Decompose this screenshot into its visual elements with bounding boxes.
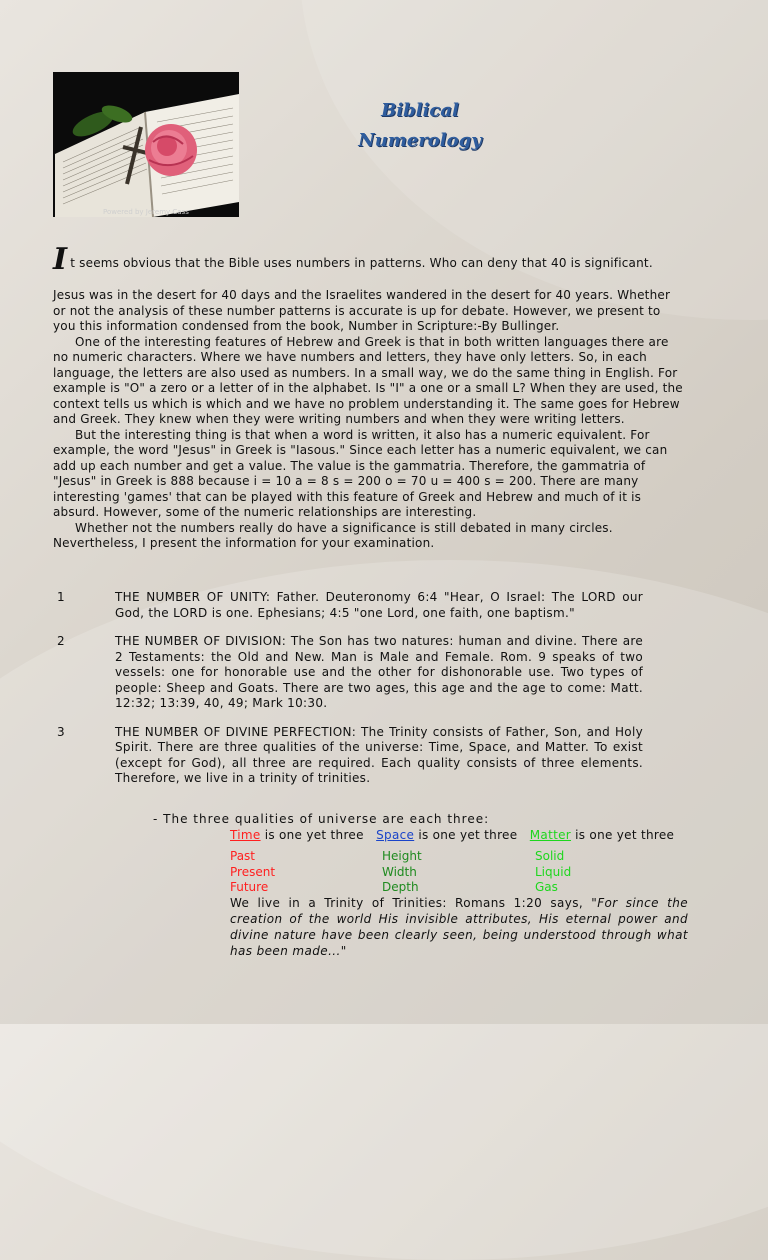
first-line-text: t seems obvious that the Bible uses numbers in patterns. Who can deny that 40 is significant. bbox=[70, 256, 653, 270]
intro-first-line bbox=[53, 242, 693, 277]
matter-element: Liquid bbox=[535, 864, 572, 879]
time-elements bbox=[230, 849, 275, 896]
qualities-intro: - The three qualities of universe are each three: bbox=[153, 812, 490, 826]
background-swoosh bbox=[300, 0, 768, 320]
number-description: THE NUMBER OF DIVINE PERFECTION: The Trinity consists of Father, Son, and Holy Spirit. There are three qualities of the universe: Time, Space, and Matter. To exist (except for God), all three are required. Each quality consists of three elements. Therefore, we live in a trinity of trinities. bbox=[115, 724, 643, 785]
number-list bbox=[53, 590, 643, 800]
drop-cap: I bbox=[53, 242, 68, 277]
number-item bbox=[53, 634, 643, 712]
number-item bbox=[53, 590, 643, 621]
intro-body bbox=[53, 288, 685, 552]
image-caption: Powered by Jeremy Cass bbox=[103, 208, 189, 216]
time-element: Present bbox=[230, 864, 276, 879]
number-label: 2 bbox=[57, 634, 65, 648]
matter-element: Solid bbox=[535, 849, 565, 863]
page-title bbox=[340, 96, 500, 156]
number-item bbox=[53, 725, 643, 787]
quality-suffix: is one yet three bbox=[260, 828, 364, 842]
closing-paragraph bbox=[230, 895, 688, 959]
quality-suffix: is one yet three bbox=[571, 828, 675, 842]
number-label: 1 bbox=[57, 590, 65, 604]
title-line-2: Numerology bbox=[358, 130, 482, 151]
qualities-heading bbox=[230, 828, 674, 842]
space-element: Depth bbox=[382, 880, 419, 894]
intro-paragraph: One of the interesting features of Hebrew and Greek is that in both written languages there are no numeric characters. Where we have numbers and letters, they have only letters. So, in each language, the letters are also used as numbers. In a small way, we do the same thing in English. For example is "O" a zero or a letter of in the alphabet. Is "I" a one or a small L? When they are used, the context tells us which is which and we have no problem understanding it. The same goes for Hebrew and Greek. They knew when they were writing numbers and when they were writing letters. bbox=[53, 334, 683, 426]
space-elements bbox=[382, 849, 422, 896]
space-element: Height bbox=[382, 849, 422, 863]
intro-paragraph: But the interesting thing is that when a word is written, it also has a numeric equivalent. For example, the word "Jesus" in Greek is "Iasous." Since each letter has a numeric equivalent, we can add up each number and get a value. The value is the gammatria. Therefore, the gammatria of "Jesus" in Greek is 888 because i = 10 a = 8 s = 200 o = 70 u = 400 s = 200. There are many interesting 'games' that can be played with this feature of Greek and Hebrew and much of it is absurd. However, some of the numeric relationships are interesting. bbox=[53, 427, 668, 519]
quality-name-matter: Matter bbox=[529, 828, 572, 842]
intro-paragraph: Jesus was in the desert for 40 days and the Israelites wandered in the desert for 40 years. Whether or not the analysis of these number patterns is accurate is up for debate. However, we present to you this information condensed from the book, Number in Scripture:-By Bullinger. bbox=[53, 288, 671, 333]
matter-element: Gas bbox=[535, 880, 558, 894]
intro-paragraph: Whether not the numbers really do have a significance is still debated in many circles. Nevertheless, I present the information for your examination. bbox=[53, 520, 613, 550]
matter-elements bbox=[535, 849, 571, 896]
space-element: Width bbox=[382, 864, 417, 879]
time-element: Past bbox=[230, 849, 256, 863]
number-label: 3 bbox=[57, 724, 65, 739]
closing-end: " bbox=[340, 944, 347, 958]
bible-rose-image bbox=[53, 72, 239, 217]
number-description: THE NUMBER OF UNITY: Father. Deuteronomy 6:4 "Hear, O Israel: The LORD our God, the LORD is one. Ephesians; 4:5 "one Lord, one faith, one baptism." bbox=[115, 590, 643, 620]
closing-lead: We live in a Trinity of Trinities: Romans 1:20 says, " bbox=[230, 896, 598, 910]
romans-quote: For since the creation of the world His invisible attributes, His eternal power and divine nature have been clearly seen, being understood through what has been made... bbox=[230, 896, 689, 958]
quality-name-space: Space bbox=[376, 828, 415, 842]
number-description: THE NUMBER OF DIVISION: The Son has two natures: human and divine. There are 2 Testaments: the Old and New. Man is Male and Female. Rom. 9 speaks of two vessels: one for honorable use and the other for dishonorable use. Two types of people: Sheep and Goats. There are two ages, this age and the age to come: Matt. 12:32; 13:39, 40, 49; Mark 10:30. bbox=[115, 634, 643, 710]
quality-name-time: Time bbox=[230, 828, 261, 842]
quality-suffix: is one yet three bbox=[414, 828, 518, 842]
title-line-1: Biblical bbox=[381, 100, 459, 121]
time-element: Future bbox=[230, 880, 269, 894]
